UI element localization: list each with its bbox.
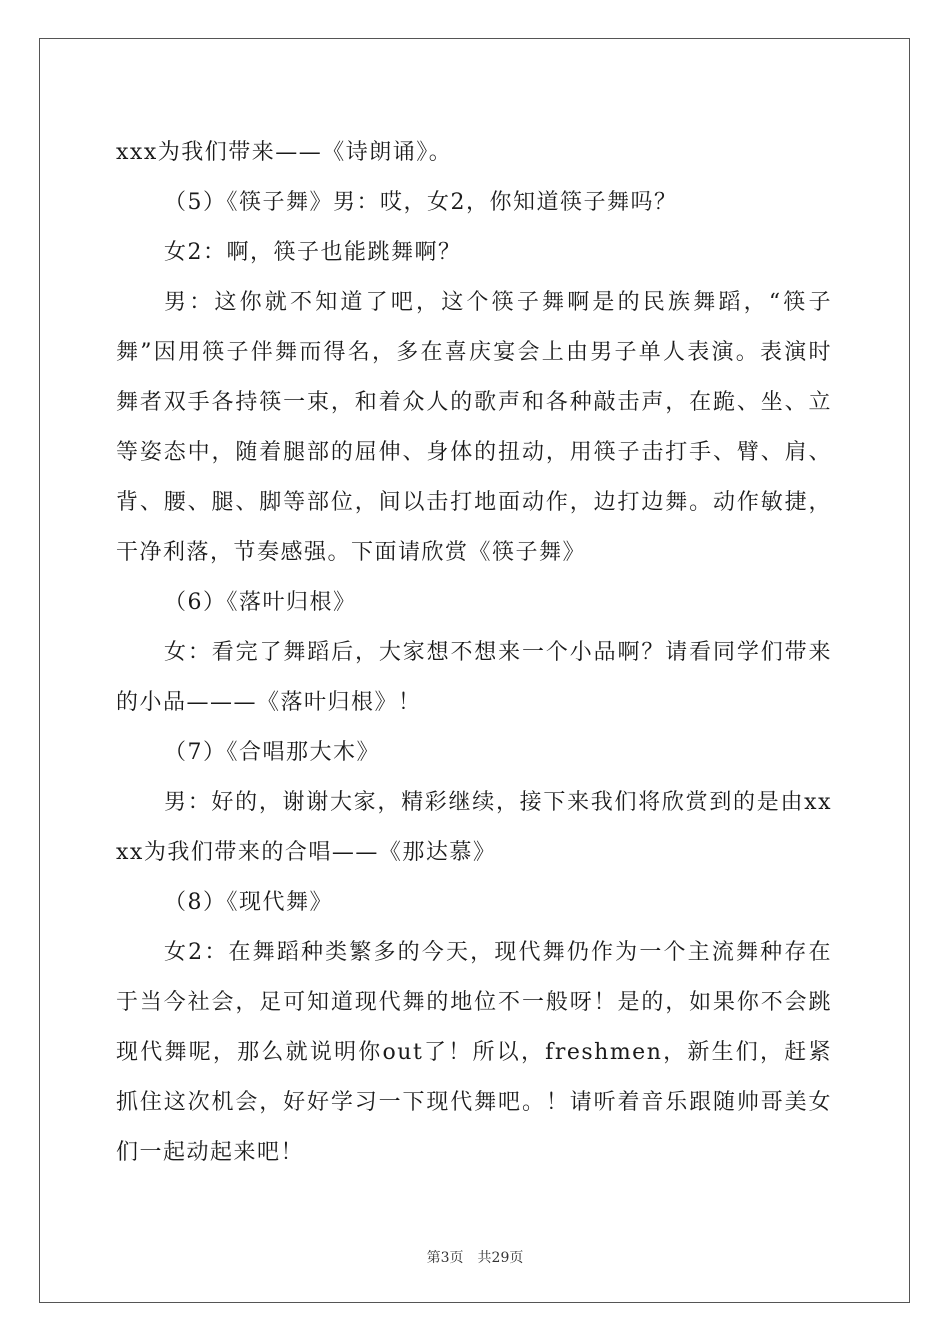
document-body (116, 128, 832, 1178)
paragraph-5: （6）《落叶归根》 (164, 590, 357, 615)
paragraph-4: 男：这你就不知道了吧，这个筷子舞啊是的民族舞蹈，“筷子舞”因用筷子伴舞而得名，多在喜庆宴会上由男子单人表演。表演时舞者双手各持筷一束，和着众人的歌声和各种敲击声，在跪、坐、立等姿态中，随着腿部的屈伸、身体的扭动，用筷子击打手、臂、肩、背、腰、腿、脚等部位，间以击打地面动作，边打边舞。动作敏捷，干净利落，节奏感强。下面请欣赏《筷子舞》 (116, 290, 832, 565)
page-number-current: 第3页 (426, 1250, 464, 1266)
paragraph-2: （5）《筷子舞》男：哎，女2，你知道筷子舞吗？ (164, 190, 678, 215)
paragraph-9: （8）《现代舞》 (164, 890, 333, 915)
paragraph-1: xxx为我们带来——《诗朗诵》。 (116, 140, 453, 165)
paragraph-8: 男：好的，谢谢大家，精彩继续，接下来我们将欣赏到的是由xxxx为我们带来的合唱——《那达慕》 (116, 790, 832, 865)
page-number-total: 共29页 (477, 1250, 524, 1266)
paragraph-3: 女2：啊，筷子也能跳舞啊？ (164, 240, 462, 265)
paragraph-6: 女：看完了舞蹈后，大家想不想来一个小品啊？请看同学们带来的小品———《落叶归根》！ (116, 640, 832, 715)
page-footer (0, 1247, 950, 1267)
paragraph-10: 女2：在舞蹈种类繁多的今天，现代舞仍作为一个主流舞种存在于当今社会，足可知道现代舞的地位不一般呀！是的，如果你不会跳现代舞呢，那么就说明你out了！所以，freshmen，新生们，赶紧抓住这次机会，好好学习一下现代舞吧。！请听着音乐跟随帅哥美女们一起动起来吧！ (116, 940, 832, 1165)
paragraph-7: （7）《合唱那大木》 (164, 740, 380, 765)
